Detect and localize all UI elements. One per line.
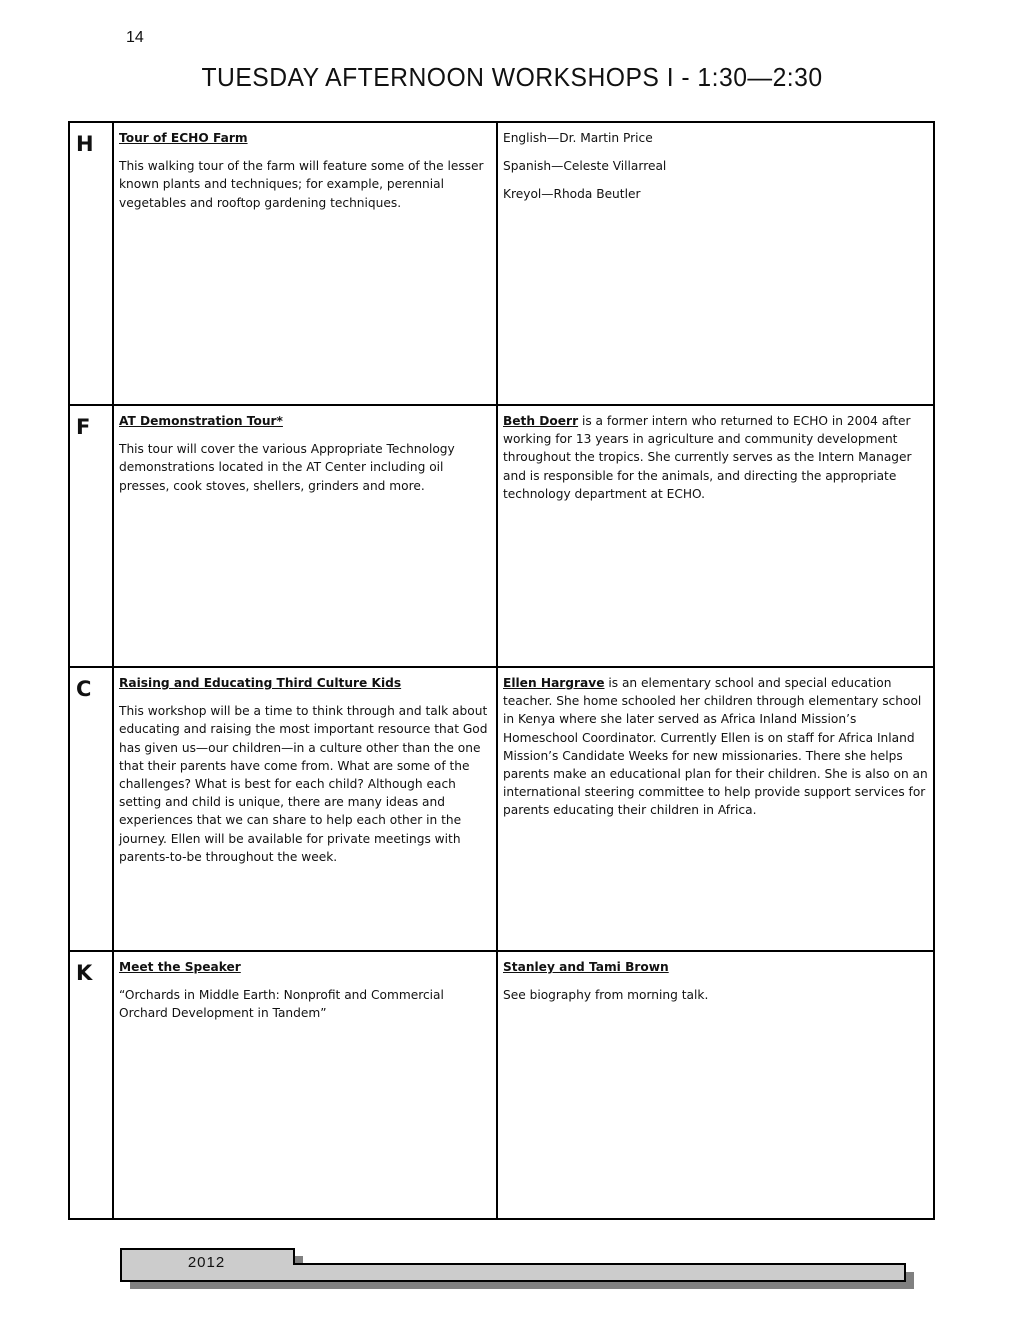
workshop-code: C <box>76 677 92 701</box>
workshop-row-h <box>69 122 934 405</box>
speaker-name: Beth Doerr <box>503 414 579 428</box>
workshop-schedule-table <box>68 121 935 1220</box>
footer-year: 2012 <box>187 1254 226 1271</box>
speaker-bio-paragraph <box>503 412 928 503</box>
leader-english: English—Dr. Martin Price <box>503 131 653 145</box>
workshop-code: H <box>76 132 94 156</box>
workshop-description-cell <box>113 122 497 405</box>
workshop-code-cell <box>69 667 113 951</box>
page-title: TUESDAY AFTERNOON WORKSHOPS I - 1:30—2:30 <box>201 62 823 92</box>
workshop-description: This walking tour of the farm will feature some of the lesser known plants and techniques; for example, perennial vegetables and rooftop gardening techniques. <box>119 159 484 210</box>
workshop-code-cell <box>69 122 113 405</box>
workshop-description: “Orchards in Middle Earth: Nonprofit and Commercial Orchard Development in Tandem” <box>119 988 444 1021</box>
speaker-bio: is an elementary school and special education teacher. She home schooled her children through elementary school in Kenya where she later served as Africa Inland Mission’s Homeschool Coordinator. Currently Ellen is on staff for Africa Inland Mission’s Candidate Weeks for new missionaries. There she helps parents make an educational plan for their children. She is also on an international steering committee to help provide support services for parents educating their children in Africa. <box>503 676 928 818</box>
speaker-note: See biography from morning talk. <box>503 988 709 1003</box>
workshop-title: AT Demonstration Tour* <box>119 414 283 428</box>
speaker-heading: Stanley and Tami Brown <box>503 960 669 974</box>
workshop-leader-cell <box>497 122 934 405</box>
workshop-row-c <box>69 667 934 951</box>
workshop-description-cell <box>113 405 497 667</box>
workshop-description-cell <box>113 667 497 951</box>
workshop-description: This tour will cover the various Appropriate Technology demonstrations located in the AT Center including oil presses, cook stoves, shellers, grinders and more. <box>119 442 455 493</box>
workshop-code-cell <box>69 405 113 667</box>
workshop-speaker-cell <box>497 405 934 667</box>
speaker-bio: is a former intern who returned to ECHO in 2004 after working for 13 years in agriculture and community development throughout the tropics. She currently serves as the Intern Manager and is responsible for the animals, and directing the appropriate technology department at ECHO. <box>503 414 912 501</box>
workshop-description: This workshop will be a time to think through and talk about educating and raising the most important resource that God has given us—our children—in a culture other than the one that their parents have come from. What are some of the challenges? What is best for each child? Although each setting and child is unique, there are many ideas and experiences that we can share to help each other in the journey. Ellen will be available for private meetings with parents-to-be throughout the week. <box>119 704 488 864</box>
speaker-bio-paragraph <box>503 674 928 820</box>
workshop-code: K <box>76 961 93 985</box>
workshop-title: Tour of ECHO Farm <box>119 131 248 145</box>
workshop-row-f <box>69 405 934 667</box>
workshop-row-k <box>69 951 934 1219</box>
workshop-code-cell <box>69 951 113 1219</box>
speaker-name: Ellen Hargrave <box>503 676 605 690</box>
footer-bar <box>293 1263 906 1282</box>
leader-spanish: Spanish—Celeste Villarreal <box>503 159 667 174</box>
workshop-title: Raising and Educating Third Culture Kids <box>119 676 402 690</box>
workshop-speaker-cell <box>497 667 934 951</box>
workshop-description-cell <box>113 951 497 1219</box>
workshop-speaker-cell <box>497 951 934 1219</box>
workshop-title: Meet the Speaker <box>119 960 241 974</box>
page-number: 14 <box>126 29 144 46</box>
workshop-code: F <box>76 415 91 439</box>
leader-kreyol: Kreyol—Rhoda Beutler <box>503 187 641 202</box>
